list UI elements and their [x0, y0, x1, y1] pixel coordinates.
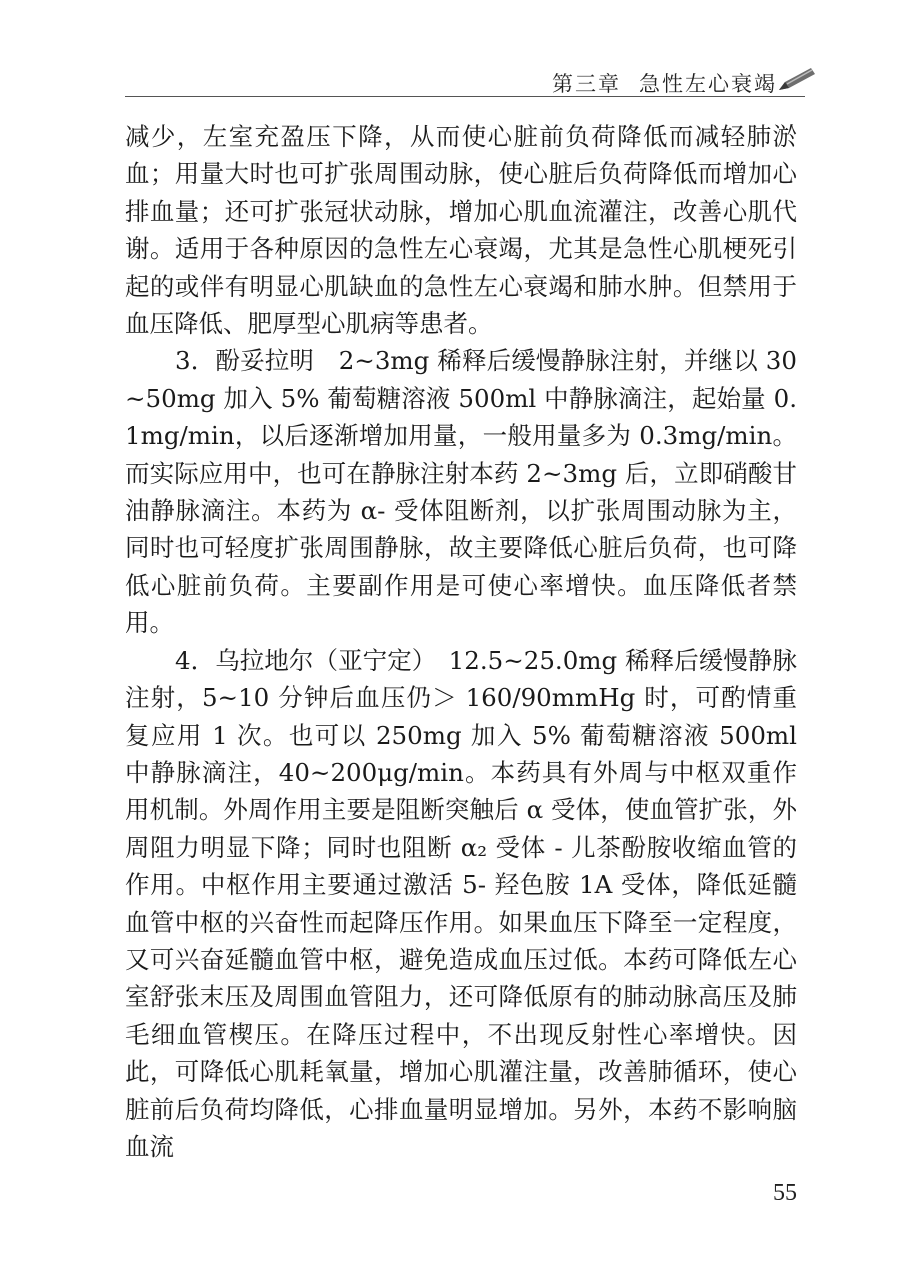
- header-chapter: 第三章: [552, 72, 621, 96]
- header-title: [552, 68, 777, 98]
- paragraph-urapidil: 4．乌拉地尔（亚宁定） 12.5~25.0mg 稀释后缓慢静脉注射，5~10 分钟后血压仍＞ 160/90mmHg 时，可酌情重复应用 1 次。也可以 250mg 加入 5% 葡萄糖溶液 500ml 中静脉滴注，40~200μg/min。本药具有外周与中枢双重作用机制。外周作用主要是阻断突触后 α 受体，使血管扩张，外周阻力明显下降；同时也阻断 α₂ 受体 - 儿茶酚胺收缩血管的作用。中枢作用主要通过激活 5- 羟色胺 1A 受体，降低延髓血管中枢的兴奋性而起降压作用。如果血压下降至一定程度，又可兴奋延髓血管中枢，避免造成血压过低。本药可降低左心室舒张末压及周围血管阻力，还可降低原有的肺动脉高压及肺毛细血管楔压。在降压过程中，不出现反射性心率增快。因此，可降低心肌耗氧量，增加心肌灌注量，改善肺循环，使心脏前后负荷均降低，心排血量明显增加。另外，本药不影响脑血流: [125, 645, 797, 1161]
- paragraph-continuation: 减少，左室充盈压下降，从而使心脏前负荷降低而减轻肺淤血；用量大时也可扩张周围动脉，使心脏后负荷降低而增加心排血量；还可扩张冠状动脉，增加心肌血流灌注，改善心肌代谢。适用于各种原因的急性左心衰竭，尤其是急性心肌梗死引起的或伴有明显心肌缺血的急性左心衰竭和肺水肿。但禁用于血压降低、肥厚型心肌病等患者。: [125, 122, 797, 339]
- paragraph-phentolamine: 3．酚妥拉明 2~3mg 稀释后缓慢静脉注射，并继以 30~50mg 加入 5% 葡萄糖溶液 500ml 中静脉滴注，起始量 0.1mg/min，以后逐渐增加用量，一般用量多为 0.3mg/min。而实际应用中，也可在静脉注射本药 2~3mg 后，立即硝酸甘油静脉滴注。本药为 α- 受体阻断剂，以扩张周围动脉为主，同时也可轻度扩张周围静脉，故主要降低心脏后负荷，也可降低心脏前负荷。主要副作用是可使心率增快。血压降低者禁用。: [125, 346, 797, 638]
- running-header: [125, 62, 805, 97]
- pen-icon: [777, 66, 817, 92]
- page-number: 55: [773, 1180, 797, 1206]
- header-chapter-title: 急性左心衰竭: [639, 72, 777, 96]
- body-text: [125, 118, 797, 1165]
